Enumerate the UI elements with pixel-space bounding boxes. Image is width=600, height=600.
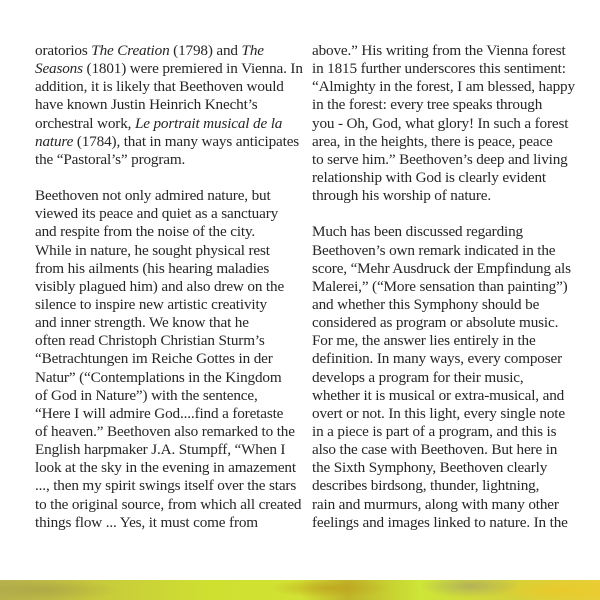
text-run: the “Pastoral’s” program. bbox=[35, 150, 186, 168]
text-line: area, in the heights, there is peace, peace bbox=[312, 132, 553, 150]
text-line: through his worship of nature. bbox=[312, 187, 491, 205]
text-line: viewed its peace and quiet as a sanctuary bbox=[35, 205, 279, 223]
text-line: Natur” (“Contemplations in the Kingdom bbox=[35, 368, 282, 386]
text-run: addition, it is likely that Beethoven would bbox=[35, 78, 284, 96]
left-column bbox=[35, 42, 303, 532]
text-line bbox=[35, 60, 303, 78]
text-line bbox=[35, 132, 300, 151]
text-line: considered as program or absolute music. bbox=[312, 314, 559, 332]
text-line: Beethoven’s own remark indicated in the bbox=[312, 241, 556, 259]
text-run: have known Justin Heinrich Knecht’s bbox=[35, 96, 258, 114]
text-line bbox=[35, 115, 297, 133]
text-line: the Sixth Symphony, Beethoven clearly bbox=[312, 459, 548, 477]
text-line: Much has been discussed regarding bbox=[312, 223, 523, 241]
text-line: you - Oh, God, what glory! In such a forest bbox=[312, 114, 569, 132]
text-line: overt or not. In this light, every single note bbox=[312, 404, 565, 422]
paragraph-knecht bbox=[35, 42, 303, 169]
text-line: to serve him.” Beethoven’s deep and living bbox=[312, 150, 568, 168]
text-line: While in nature, he sought physical rest bbox=[35, 241, 270, 259]
paragraph-program-music bbox=[312, 223, 574, 531]
text-line: Malerei,” (“More sensation than painting”) bbox=[312, 277, 568, 295]
right-column bbox=[312, 42, 574, 532]
italic-title: The bbox=[241, 42, 264, 59]
paragraph-gap bbox=[312, 205, 574, 223]
text-line: to the original source, from which all created bbox=[35, 495, 302, 513]
text-line: relationship with God is clearly evident bbox=[312, 168, 546, 186]
text-line: feelings and images linked to nature. In the bbox=[312, 513, 568, 531]
nature-photo-strip bbox=[0, 580, 600, 600]
text-line: definition. In many ways, every composer bbox=[312, 350, 563, 368]
text-line: and inner strength. We know that he bbox=[35, 314, 249, 332]
text-line: score, “Mehr Ausdruck der Empfindung als bbox=[312, 259, 571, 277]
text-run: (1784), that in many ways anticipates bbox=[73, 132, 300, 150]
text-line: develops a program for their music, bbox=[312, 368, 524, 386]
text-line: rain and murmurs, along with many other bbox=[312, 495, 559, 513]
text-run: (1798) and bbox=[169, 42, 242, 59]
text-line bbox=[35, 96, 297, 114]
text-line: “Almighty in the forest, I am blessed, happy bbox=[312, 78, 575, 96]
text-run: oratorios bbox=[35, 42, 92, 59]
text-line bbox=[35, 42, 297, 60]
text-line: above.” His writing from the Vienna forest bbox=[312, 42, 566, 59]
text-line: in 1815 further underscores this sentiment: bbox=[312, 60, 566, 78]
italic-title: Le portrait musical de la bbox=[134, 114, 283, 132]
text-line: whether it is musical or extra-musical, and bbox=[312, 386, 565, 404]
paragraph-sanctuary bbox=[35, 187, 302, 532]
text-line: of heaven.” Beethoven also remarked to the bbox=[35, 422, 295, 440]
text-run: orchestral work, bbox=[35, 114, 135, 132]
text-line: visibly plagued him) and also drew on the bbox=[35, 277, 285, 295]
italic-title: nature bbox=[35, 132, 74, 150]
text-line: and respite from the noise of the city. bbox=[35, 223, 256, 241]
text-line: describes birdsong, thunder, lightning, bbox=[312, 477, 540, 495]
text-line bbox=[35, 151, 297, 169]
text-line: English harpmaker J.A. Stumpff, “When I bbox=[35, 441, 286, 459]
text-line: things flow ... Yes, it must come from bbox=[35, 513, 258, 531]
text-line: in a piece is part of a program, and this is bbox=[312, 422, 557, 440]
text-line: often read Christoph Christian Sturm’s bbox=[35, 332, 265, 350]
text-line: look at the sky in the evening in amazement bbox=[35, 459, 296, 477]
paragraph-vienna-forest bbox=[312, 42, 574, 205]
text-line: also the case with Beethoven. But here in bbox=[312, 441, 558, 459]
text-line: silence to inspire new artistic creativity bbox=[35, 295, 267, 313]
text-line: Beethoven not only admired nature, but bbox=[35, 187, 271, 205]
text-line: in the forest: every tree speaks through bbox=[312, 96, 543, 114]
italic-title: Seasons bbox=[35, 60, 83, 78]
text-line bbox=[35, 78, 297, 96]
text-line: For me, the answer lies entirely in the bbox=[312, 332, 536, 350]
text-line: “Here I will admire God....find a foretaste bbox=[35, 404, 284, 422]
italic-title: The Creation bbox=[91, 42, 170, 59]
text-line: from his ailments (his hearing maladies bbox=[35, 259, 270, 277]
text-line: “Betrachtungen im Reiche Gottes in der bbox=[35, 350, 273, 368]
text-line: of God in Nature”) with the sentence, bbox=[35, 386, 258, 404]
text-line: and whether this Symphony should be bbox=[312, 295, 540, 313]
paragraph-gap bbox=[35, 169, 297, 187]
text-run: (1801) were premiered in Vienna. In bbox=[82, 60, 303, 78]
text-line: ..., then my spirit swings itself over the stars bbox=[35, 477, 297, 495]
